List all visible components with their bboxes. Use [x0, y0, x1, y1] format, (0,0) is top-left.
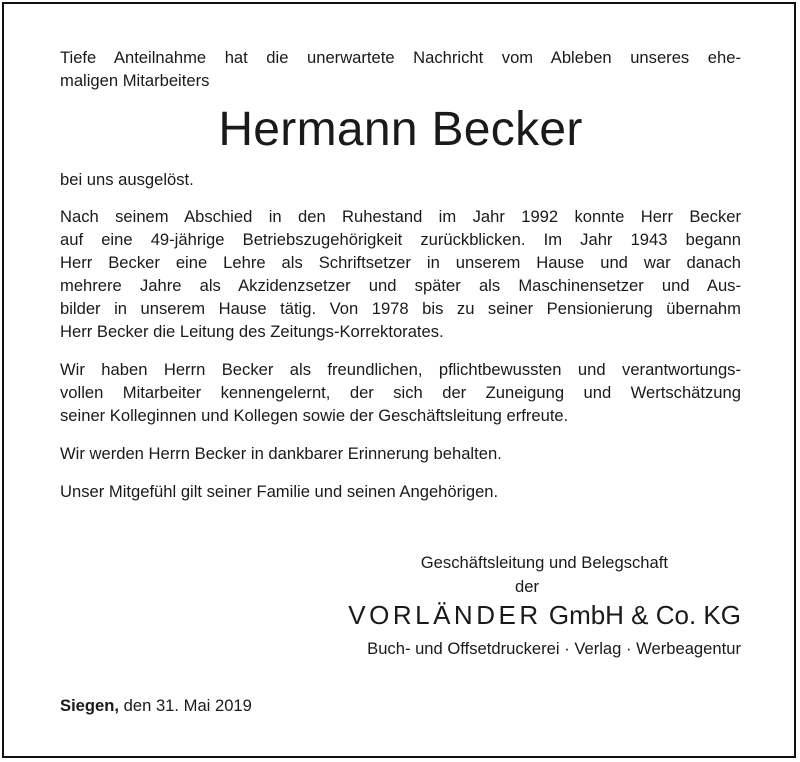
place-date — [60, 694, 252, 717]
after-name-line: bei uns ausgelöst. — [60, 170, 194, 189]
company-brand: VORLÄNDER — [348, 600, 542, 630]
character-line: Wir haben Herrn Becker als freundlichen, pflichtbewussten und verantwortungs- — [60, 360, 741, 379]
character-line: vollen Mitarbeiter kennengelernt, der sich der Zuneigung und Wertschätzung — [60, 383, 741, 402]
intro-line: Tiefe Anteilnahme hat die unerwartete Nachricht vom Ableben unseres ehe- — [60, 48, 741, 67]
memory-line: Wir werden Herrn Becker in dankbarer Erinnerung behalten. — [60, 444, 502, 463]
date: den 31. Mai 2019 — [123, 696, 252, 715]
character-paragraph — [60, 358, 741, 427]
company-suffix: GmbH & Co. KG — [548, 600, 741, 630]
career-line: mehrere Jahre als Akzidenzsetzer und später als Maschinensetzer und Aus- — [60, 276, 741, 295]
signature-line-management: Geschäftsleitung und Belegschaft — [420, 553, 668, 572]
company-tagline: Buch- und Offsetdruckerei · Verlag · Werbeagentur — [367, 639, 741, 658]
intro-paragraph — [60, 46, 741, 92]
character-line: seiner Kolleginnen und Kollegen sowie der Geschäftsleitung erfreute. — [60, 406, 569, 425]
sympathy-line: Unser Mitgefühl gilt seiner Familie und seinen Angehörigen. — [60, 482, 499, 501]
career-line: Herr Becker eine Lehre als Schriftsetzer in unserem Hause und war danach — [60, 253, 741, 272]
career-line: Nach seinem Abschied in den Ruhestand im Jahr 1992 konnte Herr Becker — [60, 207, 741, 226]
career-line: Herr Becker die Leitung des Zeitungs-Korrektorates. — [60, 322, 444, 341]
obituary-notice — [60, 46, 741, 715]
career-paragraph — [60, 205, 741, 343]
career-line: bilder in unserem Hause tätig. Von 1978 bis zu seiner Pensionierung übernahm — [60, 299, 741, 318]
deceased-name: Hermann Becker — [218, 103, 583, 156]
signature-line-der: der — [515, 577, 539, 596]
intro-line: maligen Mitarbeiters — [60, 71, 210, 90]
career-line: auf eine 49-jährige Betriebszugehörigkeit zurückblicken. Im Jahr 1943 begann — [60, 230, 741, 249]
city: Siegen, — [60, 696, 120, 715]
company-name — [348, 598, 741, 632]
